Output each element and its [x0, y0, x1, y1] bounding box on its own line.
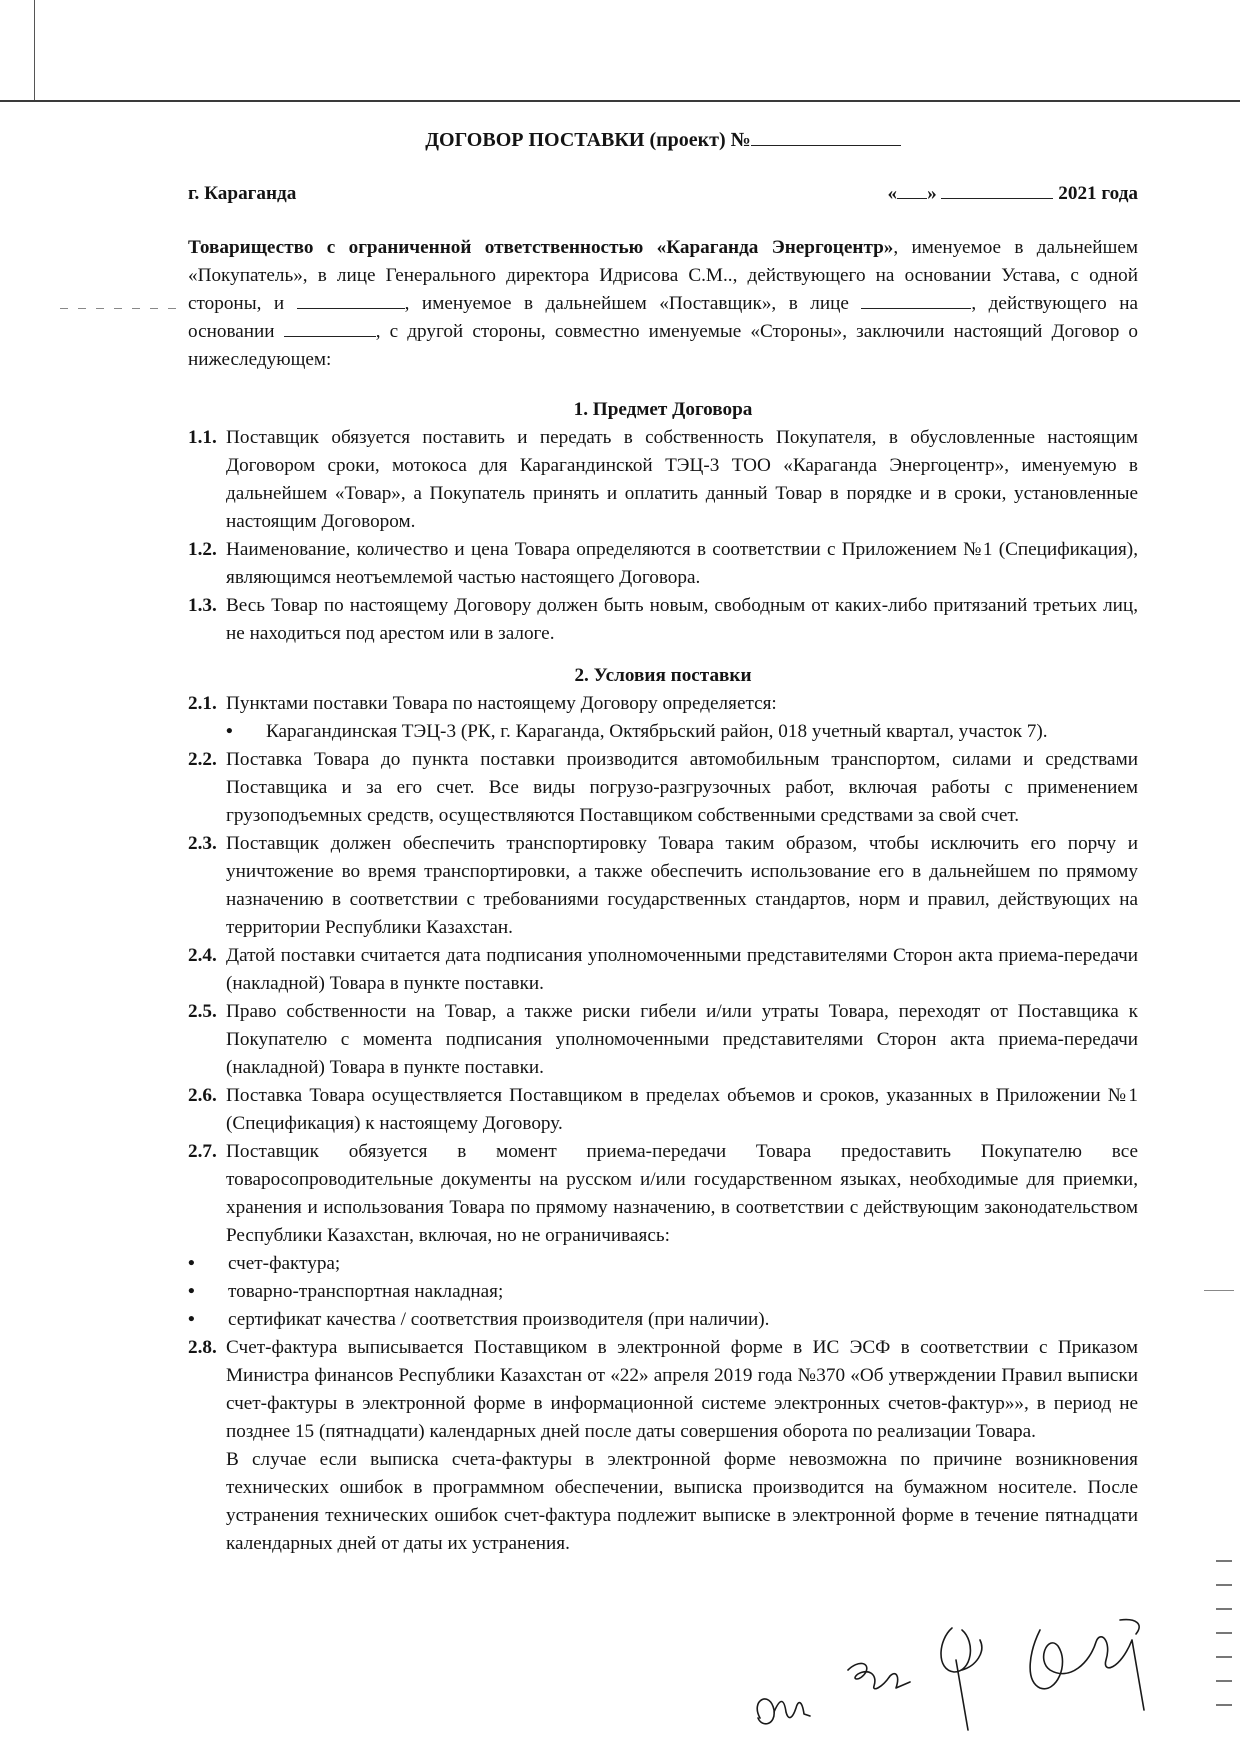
clause-2-6: [188, 1082, 1138, 1138]
scan-left-edge: [34, 0, 35, 100]
clause-text: Пунктами поставки Товара по настоящему Договору определяется:: [226, 693, 777, 714]
section-1-title: 1. Предмет Договора: [573, 399, 753, 420]
clause-number: 2.3.: [188, 833, 217, 854]
clause-1-2: [188, 536, 1138, 592]
bullet-icon: •: [188, 1309, 195, 1330]
list-item: [188, 1306, 1138, 1334]
clause-number: 1.3.: [188, 595, 217, 616]
signature-2: [848, 1663, 910, 1688]
clause-text: Весь Товар по настоящему Договору должен быть новым, свободным от каких-либо притязаний третьих лиц, не находиться под арестом или в залоге.: [226, 595, 1138, 644]
clause-1-3: [188, 592, 1138, 648]
clause-text: Поставка Товара до пункта поставки производится автомобильным транспортом, силами и средствами Поставщика и за его счет. Все виды погрузо-разгрузочных работ, включая работы с применением грузоподъемных средств, осуществляются Поставщиком собственными средствами за свой счет.: [226, 749, 1138, 826]
month-blank: [941, 182, 1053, 199]
title-text: ДОГОВОР ПОСТАВКИ (проект) №: [425, 129, 751, 151]
preamble-part-1: , именуемое в дальнейшем «Покупатель», в лице Генерального директора Идрисова С.М.., действующего на основании Устава, с одной стороны, и: [188, 237, 1139, 314]
list-item-text: товарно-транспортная накладная;: [228, 1281, 504, 1302]
clause-2-8-paragraph: В случае если выписка счета-фактуры в электронной форме невозможна по причине возникновения технических ошибок в программном обеспечении, выписка производится на бумажном носителе. После устранения технических ошибок счет-фактура подлежит выписке в электронной форме в течение пятнадцати календарных дней от даты их устранения.: [226, 1449, 1138, 1554]
clause-2-5: [188, 998, 1138, 1082]
preamble-part-2: , именуемое в дальнейшем «Поставщик», в лице: [404, 293, 862, 314]
contract-number-blank: [751, 127, 901, 146]
signature-4: [1030, 1620, 1144, 1710]
clause-number: 1.2.: [188, 539, 217, 560]
clause-number: 2.2.: [188, 749, 217, 770]
clause-2-8: [188, 1334, 1138, 1446]
bullet-icon: •: [188, 1281, 195, 1302]
date-quote-close: »: [927, 183, 937, 204]
clause-text: Поставщик обязуется в момент приема-передачи Товара предоставить Покупателю все товаросопроводительные документы на русском и/или государственном языках, необходимые для приемки, хранения и использования Товара по прямому назначению, в соответствии с действующим законодательством Республики Казахстан, включая, но не ограничиваясь:: [226, 1141, 1138, 1246]
clause-number: 2.4.: [188, 945, 217, 966]
clause-number: 2.1.: [188, 693, 217, 714]
date-quote-open: «: [887, 183, 898, 204]
clause-number: 2.6.: [188, 1085, 217, 1106]
delivery-points-list: [226, 718, 1138, 746]
scan-right-marks: [1216, 1560, 1232, 1710]
clause-number: 2.8.: [188, 1337, 217, 1358]
list-item: [188, 1250, 1138, 1278]
signature-3: [941, 1628, 982, 1730]
documents-list: [188, 1250, 1138, 1334]
list-item: [188, 1278, 1138, 1306]
supplier-rep-blank: [861, 292, 971, 309]
bullet-icon: •: [226, 721, 233, 742]
clause-2-3: [188, 830, 1138, 942]
basis-blank: [284, 320, 376, 337]
list-item-text: счет-фактура;: [228, 1253, 341, 1274]
preamble-part-3: , действующего на основании: [188, 293, 1139, 342]
list-item: [226, 718, 1138, 746]
city-date-row: [188, 180, 1138, 208]
buyer-name: Товарищество с ограниченной ответственностью «Караганда Энергоцентр»: [188, 237, 894, 258]
date-year: 2021 года: [1058, 183, 1138, 204]
preamble-part-4: , с другой стороны, совместно именуемые «Стороны», заключили настоящий Договор о нижеследующем:: [188, 321, 1138, 370]
clause-2-1: [188, 690, 1138, 718]
preamble: [188, 234, 1138, 374]
handwritten-signatures: [740, 1600, 1180, 1750]
scan-left-dashes: [60, 308, 180, 309]
signature-1: [757, 1699, 810, 1724]
clause-2-2: [188, 746, 1138, 830]
clause-text: Поставка Товара осуществляется Поставщиком в пределах объемов и сроков, указанных в Приложении №1 (Спецификация) к настоящему Договору.: [226, 1085, 1138, 1134]
clause-number: 1.1.: [188, 427, 217, 448]
scan-top-border: [0, 100, 1240, 102]
document-page: [188, 118, 1138, 1558]
clause-2-4: [188, 942, 1138, 998]
clause-text: Наименование, количество и цена Товара определяются в соответствии с Приложением №1 (Спецификация), являющимся неотъемлемой частью настоящего Договора.: [226, 539, 1138, 588]
document-title: [188, 126, 1138, 154]
day-blank: [897, 182, 927, 199]
contract-date: [887, 180, 1138, 208]
clause-text: Поставщик обязуется поставить и передать в собственность Покупателя, в обусловленные настоящим Договором сроки, мотокоса для Карагандинской ТЭЦ-3 ТОО «Караганда Энергоцентр», именуемую в дальнейшем «Товар», а Покупатель принять и оплатить данный Товар в порядке и в сроки, установленные настоящим Договором.: [226, 427, 1138, 532]
bullet-icon: •: [188, 1253, 195, 1274]
clause-2-7: [188, 1138, 1138, 1250]
city: г. Караганда: [188, 183, 297, 204]
supplier-name-blank: [297, 292, 405, 309]
list-item-text: Карагандинская ТЭЦ-3 (РК, г. Караганда, Октябрьский район, 018 учетный квартал, участок 7).: [266, 721, 1048, 742]
clause-text: Поставщик должен обеспечить транспортировку Товара таким образом, чтобы исключить его порчу и уничтожение во время транспортировки, а также обеспечить использование его в дальнейшем по прямому назначению в соответствии с требованиями государственных стандартов, норм и правил, действующих на территории Республики Казахстан.: [226, 833, 1138, 938]
clause-1-1: [188, 424, 1138, 536]
list-item-text: сертификат качества / соответствия производителя (при наличии).: [228, 1309, 770, 1330]
clause-text: Датой поставки считается дата подписания уполномоченными представителями Сторон акта приема-передачи (накладной) Товара в пункте поставки.: [226, 945, 1138, 994]
clause-number: 2.5.: [188, 1001, 217, 1022]
clause-text: Счет-фактура выписывается Поставщиком в электронной форме в ИС ЭСФ в соответствии с Приказом Министра финансов Республики Казахстан от «22» апреля 2019 года №370 «Об утверждении Правил выписки счет-фактуры в электронной форме в информационной системе электронных счетов-фактур»», в период не позднее 15 (пятнадцати) календарных дней после даты совершения оборота по реализации Товара.: [226, 1337, 1138, 1442]
clause-text: Право собственности на Товар, а также риски гибели и/или утраты Товара, переходят от Поставщика к Покупателю с момента подписания уполномоченными представителями Сторон акта приема-передачи (накладной) Товара в пункте поставки.: [226, 1001, 1138, 1078]
section-2-title: 2. Условия поставки: [574, 665, 752, 686]
scan-right-dash: [1204, 1290, 1234, 1291]
clause-number: 2.7.: [188, 1141, 217, 1162]
